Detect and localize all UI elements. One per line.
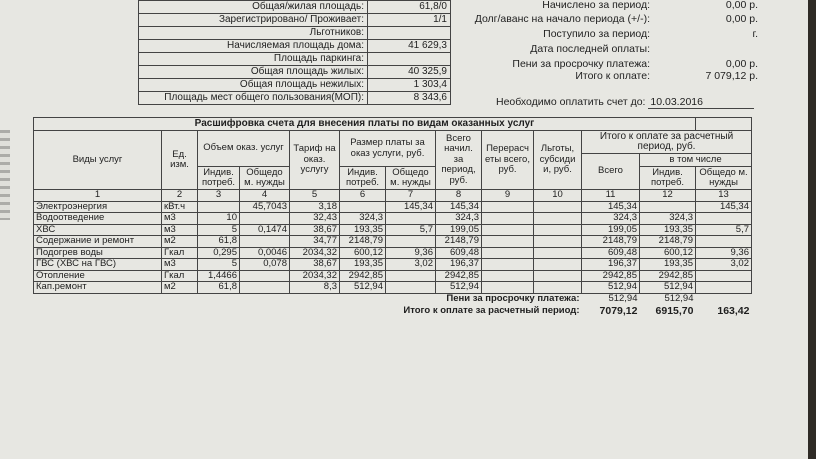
cell-amt-common (386, 213, 436, 225)
service-breakdown-table (33, 117, 752, 318)
header-benefits: Льготы, субсиди и, руб. (534, 131, 582, 190)
cell-unit: м2 (162, 236, 198, 248)
cell-unit: м3 (162, 213, 198, 225)
totals-value: 0,00 р. (725, 13, 758, 25)
header-amt-ind: Индив. потреб. (340, 167, 386, 190)
service-row (34, 213, 752, 225)
parameter-label: Зарегистрировано/ Проживает: (139, 14, 368, 27)
cell-pay-common: 5,7 (696, 224, 752, 236)
due-date-label: Необходимо оплатить счет до: (496, 96, 646, 108)
totals-label: Поступило за период: (543, 28, 650, 40)
cell-tariff: 38,67 (290, 259, 340, 271)
cell-pay-ind: 2942,85 (640, 270, 696, 282)
cell-benefits (534, 247, 582, 259)
header-pay-all: Всего (582, 154, 640, 190)
cell-vol-ind (198, 201, 240, 213)
column-number: 4 (240, 190, 290, 202)
cell-amt-common: 3,02 (386, 259, 436, 271)
parameter-value: 40 325,9 (368, 66, 451, 79)
parameter-value: 61,8/0 (368, 1, 451, 14)
cell-pay-ind: 193,35 (640, 259, 696, 271)
cell-vol-common (240, 282, 290, 294)
cell-total: 145,34 (436, 201, 482, 213)
cell-unit: кВт.ч (162, 201, 198, 213)
cell-amt-ind: 512,94 (340, 282, 386, 294)
cell-recalc (482, 224, 534, 236)
service-row (34, 247, 752, 259)
penalty-row-label: Пени за просрочку платежа: (446, 293, 580, 304)
parameter-label: Площадь мест общего пользования(МОП): (139, 92, 368, 105)
header-amount: Размер платы за оказ услуги, руб. (340, 131, 436, 167)
cell-name: Отопление (34, 270, 162, 282)
cell-benefits (534, 201, 582, 213)
parameter-value: 1 303,4 (368, 79, 451, 92)
cell-pay-all: 199,05 (582, 224, 640, 236)
cell-pay-ind: 193,35 (640, 224, 696, 236)
column-number: 12 (640, 190, 696, 202)
cell-pay-all: 196,37 (582, 259, 640, 271)
parameter-row (139, 92, 451, 105)
cell-amt-common: 145,34 (386, 201, 436, 213)
cell-total: 2942,85 (436, 270, 482, 282)
cell-vol-common: 0,078 (240, 259, 290, 271)
cell-vol-ind: 0,295 (198, 247, 240, 259)
cell-vol-ind: 61,8 (198, 282, 240, 294)
cell-pay-all: 609,48 (582, 247, 640, 259)
cell-total: 196,37 (436, 259, 482, 271)
penalty-row (34, 293, 752, 304)
cell-tariff: 2034,32 (290, 247, 340, 259)
header-vol-ind: Индив. потреб. (198, 167, 240, 190)
column-number: 3 (198, 190, 240, 202)
cell-recalc (482, 201, 534, 213)
totals-value: 7 079,12 р. (705, 70, 758, 82)
grand-total-row (34, 304, 752, 318)
header-pay-common: Общедо м. нужды (696, 167, 752, 190)
cell-pay-common (696, 270, 752, 282)
penalty-row-value: 512,94 (664, 293, 694, 304)
cell-tariff: 3,18 (290, 201, 340, 213)
cell-name: Электроэнергия (34, 201, 162, 213)
cell-benefits (534, 259, 582, 271)
cell-pay-common: 3,02 (696, 259, 752, 271)
cell-amt-ind (340, 201, 386, 213)
cell-amt-common: 5,7 (386, 224, 436, 236)
parameter-label: Общая/жилая площадь: (139, 1, 368, 14)
cell-total: 2148,79 (436, 236, 482, 248)
cell-name: Кап.ремонт (34, 282, 162, 294)
header-services: Виды услуг (34, 131, 162, 190)
table-title: Расшифровка счета для внесения платы по видам оказанных услуг (34, 118, 696, 131)
cell-unit: м2 (162, 282, 198, 294)
cell-amt-common (386, 282, 436, 294)
cell-name: Водоотведение (34, 213, 162, 225)
parameter-label: Площадь паркинга: (139, 53, 368, 66)
cell-pay-common: 9,36 (696, 247, 752, 259)
cell-pay-common (696, 236, 752, 248)
totals-label: Итого к оплате: (575, 70, 650, 82)
service-row (34, 236, 752, 248)
column-number: 7 (386, 190, 436, 202)
totals-value: 0,00 р. (725, 58, 758, 70)
parameter-label: Общая площадь жилых: (139, 66, 368, 79)
cell-tariff: 38,67 (290, 224, 340, 236)
cell-tariff: 34,77 (290, 236, 340, 248)
cell-name: Содержание и ремонт (34, 236, 162, 248)
cell-pay-common: 145,34 (696, 201, 752, 213)
cell-recalc (482, 282, 534, 294)
totals-value: 0,00 р. (725, 0, 758, 11)
parameter-label: Общая площадь нежилых: (139, 79, 368, 92)
cell-pay-common (696, 213, 752, 225)
cell-pay-all: 512,94 (582, 282, 640, 294)
grand-total-row-label: Итого к оплате за расчетный период: (403, 304, 580, 316)
column-numbers-row (34, 190, 752, 202)
grand-total-row-value: 7079,12 (599, 304, 638, 317)
service-row (34, 201, 752, 213)
cell-vol-common (240, 270, 290, 282)
totals-label: Дата последней оплаты: (530, 43, 650, 55)
cell-amt-ind: 2942,85 (340, 270, 386, 282)
totals-label: Начислено за период: (542, 0, 650, 11)
cell-benefits (534, 236, 582, 248)
cell-pay-all: 2942,85 (582, 270, 640, 282)
service-row (34, 270, 752, 282)
column-number: 2 (162, 190, 198, 202)
cell-name: Подогрев воды (34, 247, 162, 259)
column-number: 1 (34, 190, 162, 202)
cell-name: ГВС (ХВС на ГВС) (34, 259, 162, 271)
cell-tariff: 32,43 (290, 213, 340, 225)
cell-pay-ind: 600,12 (640, 247, 696, 259)
header-total-charged: Всего начил. за период, руб. (436, 131, 482, 190)
cell-vol-common: 0,1474 (240, 224, 290, 236)
cell-amt-ind: 2148,79 (340, 236, 386, 248)
cell-amt-common: 9,36 (386, 247, 436, 259)
cell-benefits (534, 282, 582, 294)
binding-edge (0, 130, 10, 220)
cell-vol-ind: 61,8 (198, 236, 240, 248)
column-number: 10 (534, 190, 582, 202)
cell-total: 199,05 (436, 224, 482, 236)
service-row (34, 259, 752, 271)
cell-vol-ind: 5 (198, 224, 240, 236)
cell-unit: м3 (162, 259, 198, 271)
cell-benefits (534, 270, 582, 282)
cell-pay-all: 324,3 (582, 213, 640, 225)
grand-total-row-value: 163,42 (717, 304, 750, 317)
cell-pay-common (696, 282, 752, 294)
parameter-label: Начисляемая площадь дома: (139, 40, 368, 53)
cell-pay-ind: 512,94 (640, 282, 696, 294)
totals-label: Долг/аванс на начало периода (+/-): (474, 13, 650, 25)
cell-unit: м3 (162, 224, 198, 236)
column-number: 8 (436, 190, 482, 202)
header-total-pay: Итого к оплате за расчетный период, руб. (582, 131, 752, 154)
column-number: 5 (290, 190, 340, 202)
cell-benefits (534, 213, 582, 225)
cell-total: 512,94 (436, 282, 482, 294)
header-unit: Ед. изм. (162, 131, 198, 190)
cell-amt-ind: 600,12 (340, 247, 386, 259)
header-pay-ind: Индив. потреб. (640, 167, 696, 190)
cell-vol-common: 0,0046 (240, 247, 290, 259)
header-volume: Объем оказ. услуг (198, 131, 290, 167)
cell-pay-all: 2148,79 (582, 236, 640, 248)
column-number: 9 (482, 190, 534, 202)
header-recalc: Перерасч еты всего, руб. (482, 131, 534, 190)
parameter-value: 41 629,3 (368, 40, 451, 53)
cell-total: 609,48 (436, 247, 482, 259)
header-tariff: Тариф на оказ. услугу (290, 131, 340, 190)
cell-pay-all: 145,34 (582, 201, 640, 213)
column-number: 11 (582, 190, 640, 202)
cell-vol-common (240, 236, 290, 248)
cell-amt-ind: 193,35 (340, 259, 386, 271)
cell-vol-common (240, 213, 290, 225)
cell-amt-ind: 193,35 (340, 224, 386, 236)
penalty-row-value: 512,94 (608, 293, 638, 304)
service-row (34, 224, 752, 236)
cell-pay-ind: 324,3 (640, 213, 696, 225)
cell-amt-common (386, 270, 436, 282)
parameter-value: 8 343,6 (368, 92, 451, 105)
cell-vol-ind: 10 (198, 213, 240, 225)
cell-tariff: 8,3 (290, 282, 340, 294)
service-row (34, 282, 752, 294)
parameter-label: Льготников: (139, 27, 368, 40)
cell-recalc (482, 247, 534, 259)
totals-label: Пени за просрочку платежа: (512, 58, 650, 70)
due-date-line (496, 96, 754, 109)
cell-vol-ind: 1,4466 (198, 270, 240, 282)
cell-vol-common: 45,7043 (240, 201, 290, 213)
cell-unit: Гкал (162, 247, 198, 259)
header-vol-common: Общедо м. нужды (240, 167, 290, 190)
cell-recalc (482, 270, 534, 282)
parameter-value: 1/1 (368, 14, 451, 27)
cell-recalc (482, 213, 534, 225)
cell-tariff: 2034,32 (290, 270, 340, 282)
cell-vol-ind: 5 (198, 259, 240, 271)
cell-benefits (534, 224, 582, 236)
cell-recalc (482, 259, 534, 271)
column-number: 13 (696, 190, 752, 202)
cell-name: ХВС (34, 224, 162, 236)
totals-value: г. (752, 28, 758, 40)
penalty-row-value (696, 293, 752, 304)
grand-total-row-value: 6915,70 (655, 304, 694, 317)
header-amt-common: Общедо м. нужды (386, 167, 436, 190)
column-number: 6 (340, 190, 386, 202)
due-date-value: 10.03.2016 (648, 96, 754, 109)
cell-unit: Гкал (162, 270, 198, 282)
header-including: в том числе (640, 154, 752, 167)
cell-amt-common (386, 236, 436, 248)
cell-pay-ind (640, 201, 696, 213)
account-totals (0, 0, 808, 90)
cell-amt-ind: 324,3 (340, 213, 386, 225)
cell-total: 324,3 (436, 213, 482, 225)
cell-recalc (482, 236, 534, 248)
cell-pay-ind: 2148,79 (640, 236, 696, 248)
